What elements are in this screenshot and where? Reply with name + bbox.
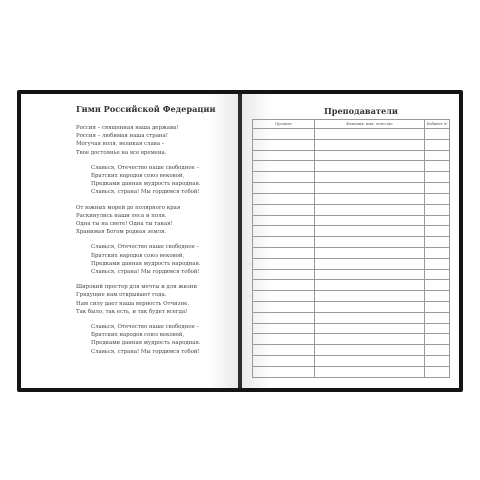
table-cell[interactable] <box>315 215 425 226</box>
anthem-line: От южных морей до полярного края <box>76 204 181 211</box>
table-cell[interactable] <box>425 269 450 280</box>
table-cell[interactable] <box>425 334 450 345</box>
table-cell[interactable] <box>425 204 450 215</box>
table-cell[interactable] <box>425 323 450 334</box>
table-cell[interactable] <box>315 129 425 140</box>
table-cell[interactable] <box>425 356 450 367</box>
table-cell[interactable] <box>315 323 425 334</box>
table-cell[interactable] <box>253 258 315 269</box>
table-row <box>253 161 450 172</box>
right-page <box>242 94 459 388</box>
table-cell[interactable] <box>315 172 425 183</box>
table-row <box>253 204 450 215</box>
anthem-verse <box>76 204 251 237</box>
anthem-line: Славься, Отечество наше свободное – <box>91 244 200 251</box>
anthem-text <box>76 124 251 363</box>
table-cell[interactable] <box>253 269 315 280</box>
table-cell[interactable] <box>425 366 450 377</box>
anthem-line: Грядущие нам открывают года. <box>76 292 167 299</box>
table-cell[interactable] <box>315 302 425 313</box>
table-row <box>253 129 450 140</box>
table-cell[interactable] <box>253 312 315 323</box>
table-row <box>253 193 450 204</box>
table-cell[interactable] <box>253 345 315 356</box>
table-row <box>253 258 450 269</box>
table-row <box>253 302 450 313</box>
table-cell[interactable] <box>315 280 425 291</box>
table-cell[interactable] <box>253 237 315 248</box>
table-cell[interactable] <box>253 215 315 226</box>
table-cell[interactable] <box>425 302 450 313</box>
anthem-chorus <box>76 164 251 197</box>
table-cell[interactable] <box>253 302 315 313</box>
anthem-line: Так было, так есть, и так будет всегда! <box>76 308 188 315</box>
table-cell[interactable] <box>425 129 450 140</box>
table-cell[interactable] <box>253 204 315 215</box>
table-cell[interactable] <box>315 193 425 204</box>
anthem-line: Раскинулись наши леса и поля. <box>76 212 167 219</box>
table-row <box>253 323 450 334</box>
table-cell[interactable] <box>425 139 450 150</box>
table-cell[interactable] <box>315 247 425 258</box>
table-row <box>253 215 450 226</box>
table-cell[interactable] <box>425 291 450 302</box>
table-row <box>253 312 450 323</box>
table-cell[interactable] <box>315 150 425 161</box>
table-cell[interactable] <box>315 269 425 280</box>
table-cell[interactable] <box>315 139 425 150</box>
table-cell[interactable] <box>315 312 425 323</box>
anthem-line: Предками данная мудрость народная. <box>91 340 201 347</box>
anthem-line: Братских народов союз вековой, <box>91 252 185 259</box>
table-cell[interactable] <box>425 280 450 291</box>
anthem-line: Предками данная мудрость народная. <box>91 260 201 267</box>
table-row <box>253 345 450 356</box>
anthem-line: Славься, страна! Мы гордимся тобой! <box>91 189 200 196</box>
anthem-title: Гимн Российской Федерации <box>76 104 216 114</box>
anthem-line: Хранимая Богом родная земля. <box>76 229 167 236</box>
table-cell[interactable] <box>315 356 425 367</box>
table-row <box>253 226 450 237</box>
table-cell[interactable] <box>253 366 315 377</box>
table-cell[interactable] <box>425 183 450 194</box>
table-row <box>253 280 450 291</box>
anthem-line: Широкий простор для мечты и для жизни <box>76 284 198 291</box>
table-cell[interactable] <box>253 172 315 183</box>
table-row <box>253 237 450 248</box>
anthem-verse <box>76 283 251 316</box>
table-cell[interactable] <box>425 172 450 183</box>
table-header-row <box>253 120 450 129</box>
column-header-subject: Предмет <box>253 120 315 129</box>
column-header-room: Кабинет № <box>425 120 450 129</box>
table-row <box>253 150 450 161</box>
anthem-line: Одна ты на свете! Одна ты такая! <box>76 221 173 228</box>
anthem-chorus <box>76 323 251 356</box>
table-cell[interactable] <box>425 150 450 161</box>
table-cell[interactable] <box>253 226 315 237</box>
table-cell[interactable] <box>253 247 315 258</box>
anthem-line: Славься, Отечество наше свободное – <box>91 164 200 171</box>
table-cell[interactable] <box>315 226 425 237</box>
table-cell[interactable] <box>425 215 450 226</box>
table-cell[interactable] <box>315 183 425 194</box>
table-cell[interactable] <box>253 183 315 194</box>
table-row <box>253 139 450 150</box>
table-cell[interactable] <box>253 139 315 150</box>
table-row <box>253 183 450 194</box>
table-row <box>253 334 450 345</box>
teachers-table <box>252 119 450 378</box>
table-cell[interactable] <box>425 247 450 258</box>
table-cell[interactable] <box>425 161 450 172</box>
table-cell[interactable] <box>315 366 425 377</box>
anthem-verse <box>76 124 251 157</box>
table-row <box>253 291 450 302</box>
table-cell[interactable] <box>315 334 425 345</box>
table-cell[interactable] <box>253 323 315 334</box>
table-cell[interactable] <box>425 193 450 204</box>
anthem-line: Братских народов союз вековой, <box>91 173 185 180</box>
anthem-line: Твое достоянье на все времена. <box>76 149 167 156</box>
table-cell[interactable] <box>253 291 315 302</box>
column-header-name: Фамилия, имя, отчество <box>315 120 425 129</box>
anthem-line: Могучая воля, великая слава – <box>76 141 165 148</box>
table-cell[interactable] <box>425 237 450 248</box>
anthem-line: Россия – священная наша держава! <box>76 125 179 131</box>
table-cell[interactable] <box>253 129 315 140</box>
table-row <box>253 247 450 258</box>
anthem-line: Славься, страна! Мы гордимся тобой! <box>91 269 200 276</box>
anthem-line: Славься, страна! Мы гордимся тобой! <box>91 348 200 355</box>
table-cell[interactable] <box>425 226 450 237</box>
table-cell[interactable] <box>253 334 315 345</box>
table-cell[interactable] <box>253 193 315 204</box>
table-cell[interactable] <box>315 161 425 172</box>
table-cell[interactable] <box>425 258 450 269</box>
table-cell[interactable] <box>425 312 450 323</box>
table-cell[interactable] <box>315 345 425 356</box>
table-row <box>253 269 450 280</box>
anthem-chorus <box>76 243 251 276</box>
teachers-title: Преподаватели <box>324 106 399 116</box>
anthem-line: Братских народов союз вековой, <box>91 332 185 339</box>
table-cell[interactable] <box>315 237 425 248</box>
table-cell[interactable] <box>315 258 425 269</box>
table-row <box>253 172 450 183</box>
anthem-line: Предками данная мудрость народная. <box>91 181 201 188</box>
table-cell[interactable] <box>315 204 425 215</box>
table-cell[interactable] <box>253 161 315 172</box>
anthem-line: Нам силу дает наша верность Отчизне. <box>76 300 190 307</box>
anthem-line: Славься, Отечество наше свободное – <box>91 324 200 331</box>
left-page <box>21 94 238 388</box>
table-cell[interactable] <box>315 291 425 302</box>
table-cell[interactable] <box>253 280 315 291</box>
table-cell[interactable] <box>253 356 315 367</box>
anthem-line: Россия – любимая наша страна! <box>76 133 168 140</box>
table-cell[interactable] <box>253 150 315 161</box>
table-cell[interactable] <box>425 345 450 356</box>
table-row <box>253 356 450 367</box>
table-row <box>253 366 450 377</box>
